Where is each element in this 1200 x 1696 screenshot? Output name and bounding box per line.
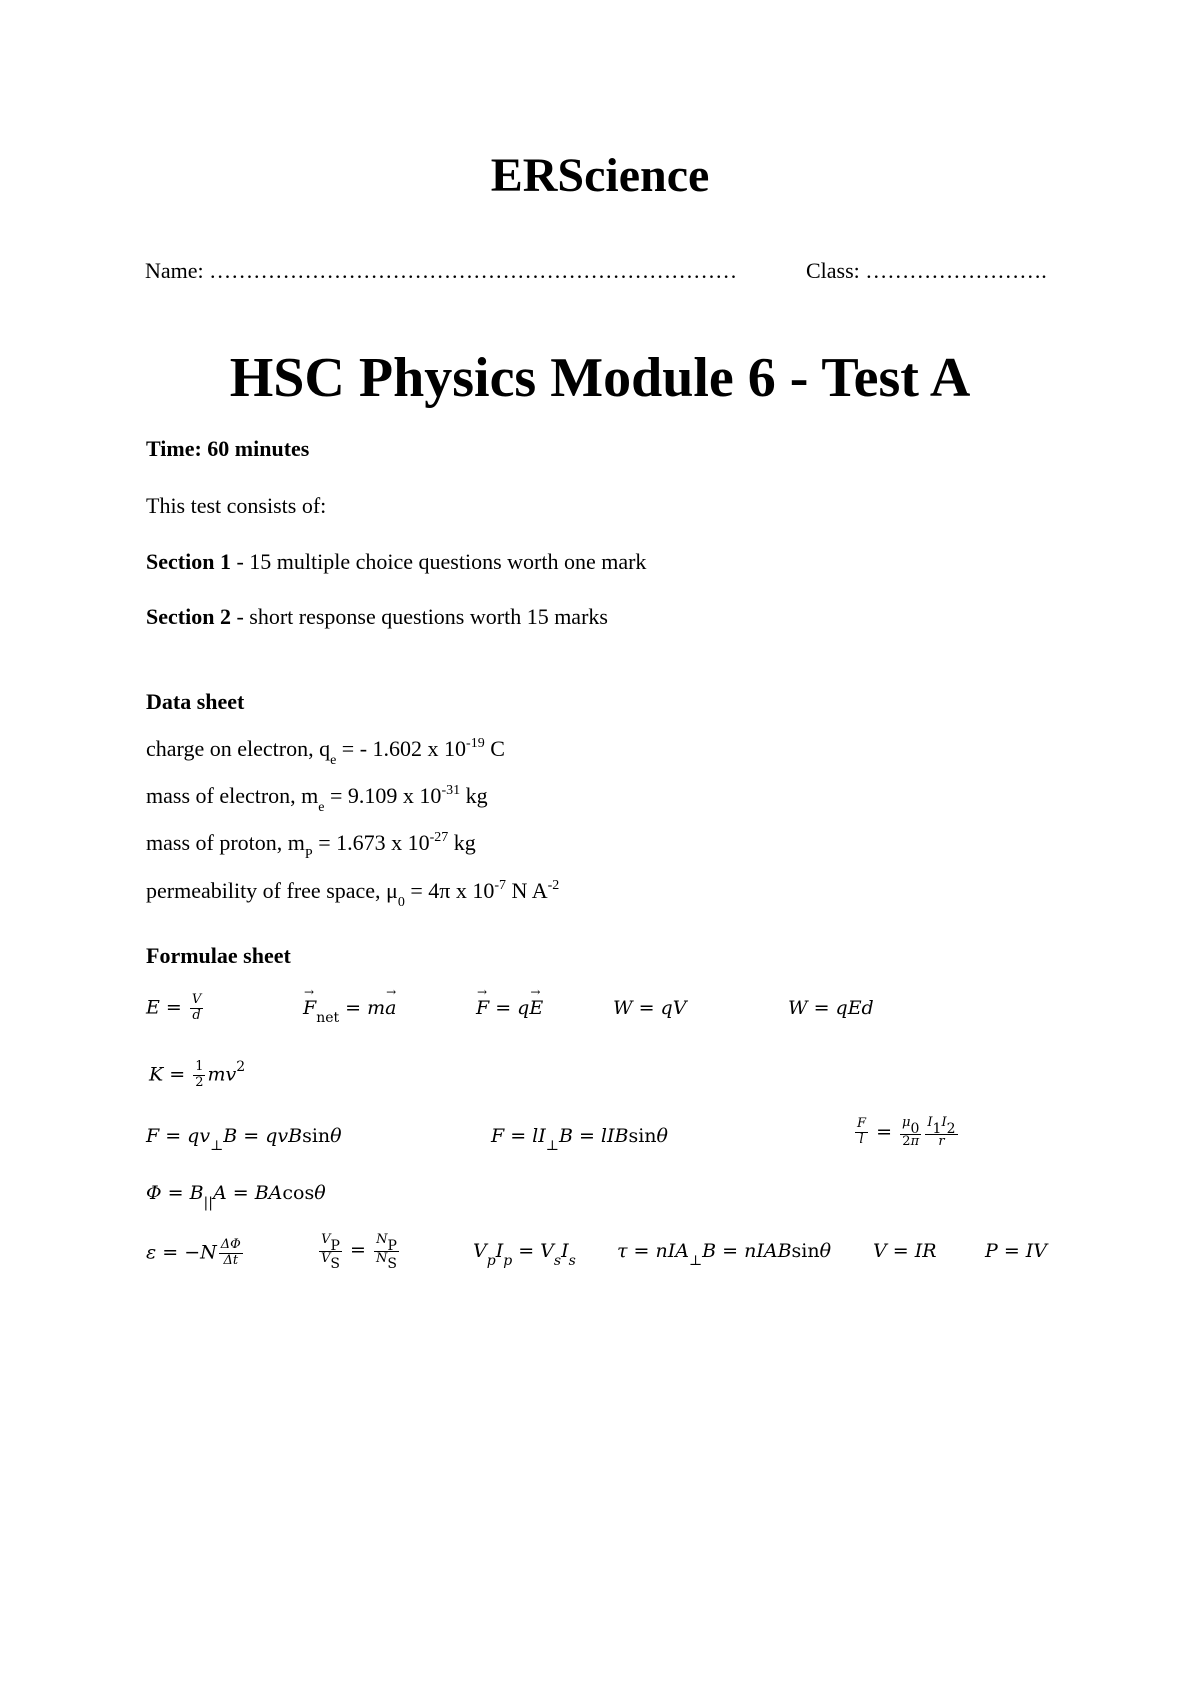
formula-power: P = IV: [985, 1240, 1048, 1262]
formula-magnetic-flux: $\Phi = B_{||}A = BAcos\theta$: [146, 1182, 326, 1211]
formulae-sheet-heading: Formulae sheet: [146, 943, 291, 968]
formula-kinetic-energy: K = $\frac{1}{2}$ $mv^2$: [149, 1059, 246, 1090]
time-line: Time: 60 minutes: [146, 436, 310, 461]
formula-transformer-power: $V_pI_p = V_sI_s$: [473, 1240, 576, 1269]
formula-magnetic-force-charge: $F = qv_\perp B = qvBsin\theta$: [146, 1125, 342, 1154]
section-label: Section 1: [146, 549, 231, 574]
page-title: HSC Physics Module 6 - Test A: [229, 347, 971, 409]
section-2-line: [146, 604, 608, 630]
formula-ohms-law: V = IR: [873, 1240, 937, 1262]
name-field-line: Name: ………………………………………………………………: [145, 258, 738, 283]
formula-electric-force: → F = q→ E: [476, 997, 543, 1019]
section-text: - 15 multiple choice questions worth one mark: [230, 549, 647, 574]
formula-faraday-emf: ε = −N $\frac{\Delta\Phi}{\Delta t}$: [146, 1237, 241, 1268]
formula-parallel-wires: $\frac{F}{l}$ = $\frac{\mu_0}{2\pi}$ $\frac{I_1I_2}{r}$: [857, 1115, 956, 1149]
data-item-electron-charge: charge on electron, $q_e$ = - 1.602 x $10^{-19}$ C: [146, 736, 505, 769]
formula-electric-field: E = $\frac{V}{d}$: [146, 992, 202, 1023]
data-item-permeability: permeability of free space, $\mu_0 = 4\pi$ x $10^{-7}$ N $A^{-2}$: [146, 878, 560, 911]
intro-line: This test consists of:: [146, 493, 327, 518]
formula-torque: τ = nIA$_\perp$B = nIABsinθ: [617, 1240, 832, 1269]
data-sheet-heading: Data sheet: [146, 689, 245, 714]
data-item-proton-mass: mass of proton, $m_P = 1.673$ x $10^{-27}$ kg: [146, 830, 476, 863]
formula-magnetic-force-wire: $F = lI_\perp B = lIBsin\theta$: [491, 1125, 668, 1154]
formula-work-field: W = qEd: [788, 997, 874, 1019]
formula-work-voltage: W = qV: [613, 997, 687, 1019]
section-text: - short response questions worth 15 marks: [230, 604, 608, 629]
formula-transformer-ratio: $\frac{V_P}{V_S}$ = $\frac{N_P}{N_S}$: [321, 1232, 397, 1273]
brand-title: ERScience: [490, 149, 710, 202]
data-item-electron-mass: mass of electron, $m_e = 9.109$ x $10^{-31}$ kg: [146, 783, 488, 816]
section-label: Section 2: [146, 604, 231, 629]
section-1-line: [146, 549, 646, 575]
formula-newton-second-law: → $F_{net} = m\to a$: [303, 997, 396, 1023]
class-field-line: Class: …………………….: [806, 258, 1047, 283]
